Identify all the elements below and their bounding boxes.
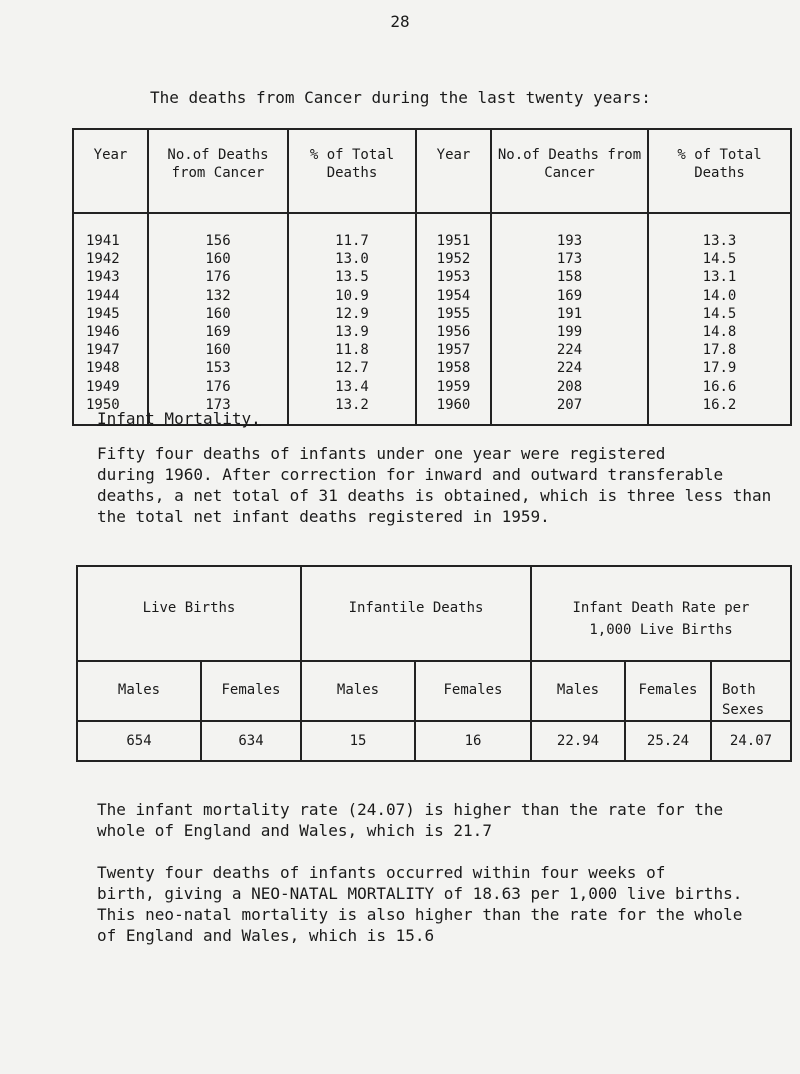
percent-column-b [648,213,791,425]
table-cell: 13.1 [702,269,737,286]
table-cell: 14.0 [702,287,737,304]
header-infantile-deaths: Infantile Deaths [301,566,531,661]
values-row [77,721,791,761]
table-cell: 1956 [436,324,471,341]
paragraph-infant-deaths: Fifty four deaths of infants under one year were registered during 1960. After correction for inward and outward transferable deaths, a net total of 31 deaths is obtained, which is three less than the total net infant deaths registered in 1959. [97,444,772,526]
table-cell: 17.8 [702,342,737,359]
table-header-row [73,129,791,213]
table-cell: 11.8 [335,342,369,359]
table-cell: 153 [205,360,231,377]
table-cell: 160 [205,251,231,268]
table-cell: 17.9 [702,360,737,377]
intro-text: The deaths from Cancer during the last twenty years: [150,88,651,107]
header-males: Males [531,661,625,721]
header-females: Females [201,661,301,721]
table-cell: 13.0 [335,251,369,268]
table-cell: 16.6 [702,378,737,395]
table-cell: 191 [556,305,583,322]
value-rate-males: 22.94 [531,721,625,761]
table-cell: 1952 [436,251,471,268]
table-cell: 176 [205,269,231,286]
years-column-a [73,213,148,425]
group-header-row [77,566,791,661]
table-cell: 11.7 [335,233,369,249]
table-cell: 176 [205,378,231,395]
table-cell: 1954 [436,287,471,304]
header-percent: % of Total Deaths [288,129,416,213]
table-cell: 158 [556,269,583,286]
table-cell: 1942 [86,251,120,268]
deaths-column-a [148,213,288,425]
table-cell: 224 [556,342,583,359]
table-cell: 14.8 [702,324,737,341]
value-live-births-males: 654 [77,721,201,761]
header-year: Year [416,129,491,213]
table-cell: 10.9 [335,287,369,304]
percent-column-a [288,213,416,425]
table-cell: 208 [556,378,583,395]
header-males: Males [301,661,415,721]
table-cell: 1958 [436,360,471,377]
infant-mortality-table [76,565,792,762]
header-deaths: No.of Deaths from Cancer [491,129,648,213]
table-cell: 1948 [86,360,120,377]
table-cell: 1946 [86,324,120,341]
table-cell: 132 [205,287,231,304]
header-percent: % of Total Deaths [648,129,791,213]
paragraph-neo-natal: Twenty four deaths of infants occurred within four weeks of birth, giving a NEO-NATAL MORTALITY of 18.63 per 1,000 live births. This neo-natal mortality is also higher than the rate for the whole of England and Wales, which is 15.6 [97,863,743,945]
value-rate-females: 25.24 [625,721,711,761]
header-both-sexes: Both Sexes [711,661,791,721]
table-cell: 1943 [86,269,120,286]
table-cell: 1953 [436,269,471,286]
table-cell: 14.5 [702,305,737,322]
table-cell: 173 [205,396,231,413]
value-rate-both: 24.07 [711,721,791,761]
table-cell: 224 [556,360,583,377]
table-cell: 13.5 [335,269,369,286]
table-cell: 12.9 [335,305,369,322]
table-cell: 156 [205,233,231,249]
table-cell: 169 [556,287,583,304]
table-cell: 1950 [86,396,120,413]
paragraph-mortality-rate: The infant mortality rate (24.07) is higher than the rate for the whole of England and Wales, which is 21.7 [97,800,724,840]
table-cell: 13.9 [335,324,369,341]
sub-header-row [77,661,791,721]
deaths-column-b [491,213,648,425]
value-infant-deaths-males: 15 [301,721,415,761]
table-cell: 13.2 [335,396,369,413]
table-cell: 16.2 [702,396,737,413]
header-females: Females [625,661,711,721]
table-cell: 1951 [436,233,471,249]
table-cell: 160 [205,305,231,322]
table-cell: 1955 [436,305,471,322]
header-females: Females [415,661,531,721]
table-cell: 1960 [436,396,471,413]
table-cell: 1949 [86,378,120,395]
page-number: 28 [390,12,410,31]
table-cell: 1947 [86,342,120,359]
table-cell: 199 [556,324,583,341]
table-cell: 1944 [86,287,120,304]
table-cell: 193 [556,233,583,249]
table-cell: 14.5 [702,251,737,268]
cancer-deaths-table [72,128,792,426]
table-cell: 1959 [436,378,471,395]
header-death-rate: Infant Death Rate per 1,000 Live Births [531,566,791,661]
table-body-row [73,213,791,425]
table-cell: 173 [556,251,583,268]
table-cell: 1945 [86,305,120,322]
value-infant-deaths-females: 16 [415,721,531,761]
table-cell: 13.3 [702,233,737,249]
table-cell: 12.7 [335,360,369,377]
table-cell: 207 [556,396,583,413]
table-cell: 160 [205,342,231,359]
value-live-births-females: 634 [201,721,301,761]
header-males: Males [77,661,201,721]
table-cell: 13.4 [335,378,369,395]
table-cell: 169 [205,324,231,341]
table-cell: 1957 [436,342,471,359]
header-deaths: No.of Deaths from Cancer [148,129,288,213]
header-live-births: Live Births [77,566,301,661]
section-heading: Infant Mortality. [97,409,261,428]
years-column-b [416,213,491,425]
header-year: Year [73,129,148,213]
table-cell: 1941 [86,233,120,249]
